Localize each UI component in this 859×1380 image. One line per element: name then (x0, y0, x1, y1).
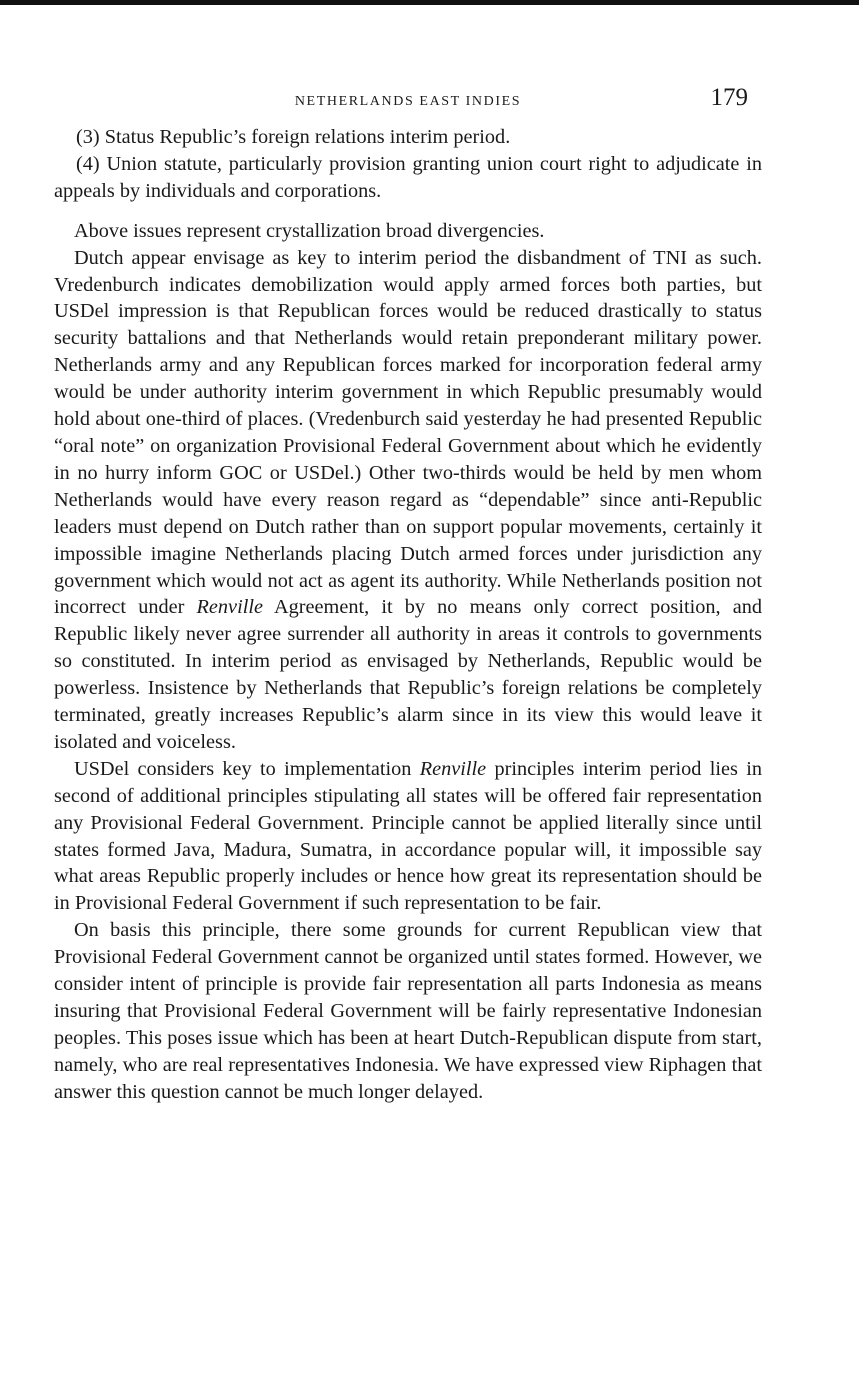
paragraph-text: Dutch appear envisage as key to interim period the disbandment of TNI as such. Vredenburch indicates demobilization would apply armed forces both parties, but USDel impression is that Republican forces would be reduced drastically to status security battalions and that Netherlands would retain preponderant military power. Netherlands army and any Republican forces marked for incorporation federal army would be under authority interim government in which Republic presumably would hold about one-third of places. (Vredenburch said yesterday he had presented Republic “oral note” on organization Provisional Federal Government about which he evidently in no hurry inform GOC or USDel.) Other two-thirds would be held by men whom Netherlands would have every reason regard as “dependable” since anti-Republic leaders must depend on Dutch rather than on support popular movements, certainly it impossible imagine Netherlands placing Dutch armed forces under jurisdiction any government which would not act as agent its authority. While Netherlands position not incorrect under (54, 246, 762, 619)
paragraph-principle-basis: On basis this principle, there some grounds for current Republican view that Provisional Federal Government cannot be organized until states formed. However, we consider intent of principle is provide fair representation all parts Indonesia as means insuring that Provisional Federal Government will be fairly representative Indonesian peoples. This poses issue which has been at heart Dutch-Republican dispute from start, namely, who are real representatives Indonesia. We have expressed view Riphagen that answer this question cannot be much longer delayed. (54, 919, 762, 1103)
page-number: 179 (710, 84, 748, 111)
paragraph-text: Agreement, it by no means only correct position, and Republic likely never agree surrender all authority in areas it controls to governments so constituted. In interim period as envisaged by Netherlands, Republic would be powerless. Insistence by Netherlands that Republic’s foreign relations be completely terminated, greatly increases Republic’s alarm since in its view this would leave it isolated and voiceless. (54, 596, 763, 753)
paragraph-text: principles interim period lies in second of additional principles stipulating all states will be offered fair representation any Provisional Federal Government. Principle cannot be applied literally since until states formed Java, Madura, Sumatra, in accordance popular will, it impossible say what areas Republic properly includes or hence how great its representation should be in Provisional Federal Government if such representation to be fair. (54, 757, 762, 915)
top-edge-rule (0, 0, 859, 5)
paragraph-usdel-key (54, 756, 762, 917)
document-page (54, 84, 762, 1106)
italic-term-renville: Renville (196, 596, 263, 619)
list-item-3: (3) Status Republic’s foreign relations interim period. (76, 126, 511, 148)
running-title: NETHERLANDS EAST INDIES (294, 94, 522, 109)
body-text (54, 124, 762, 1106)
italic-term-renville: Renville (419, 757, 487, 780)
list-item-4: (4) Union statute, particularly provision granting union court right to adjudicate in appeals by individuals and corporations. (54, 152, 762, 202)
paragraph-dutch-interim-period (54, 245, 762, 756)
paragraph-divergencies: Above issues represent crystallization broad divergencies. (74, 219, 545, 242)
paragraph-text: USDel considers key to implementation (74, 757, 412, 780)
running-header (54, 84, 762, 124)
